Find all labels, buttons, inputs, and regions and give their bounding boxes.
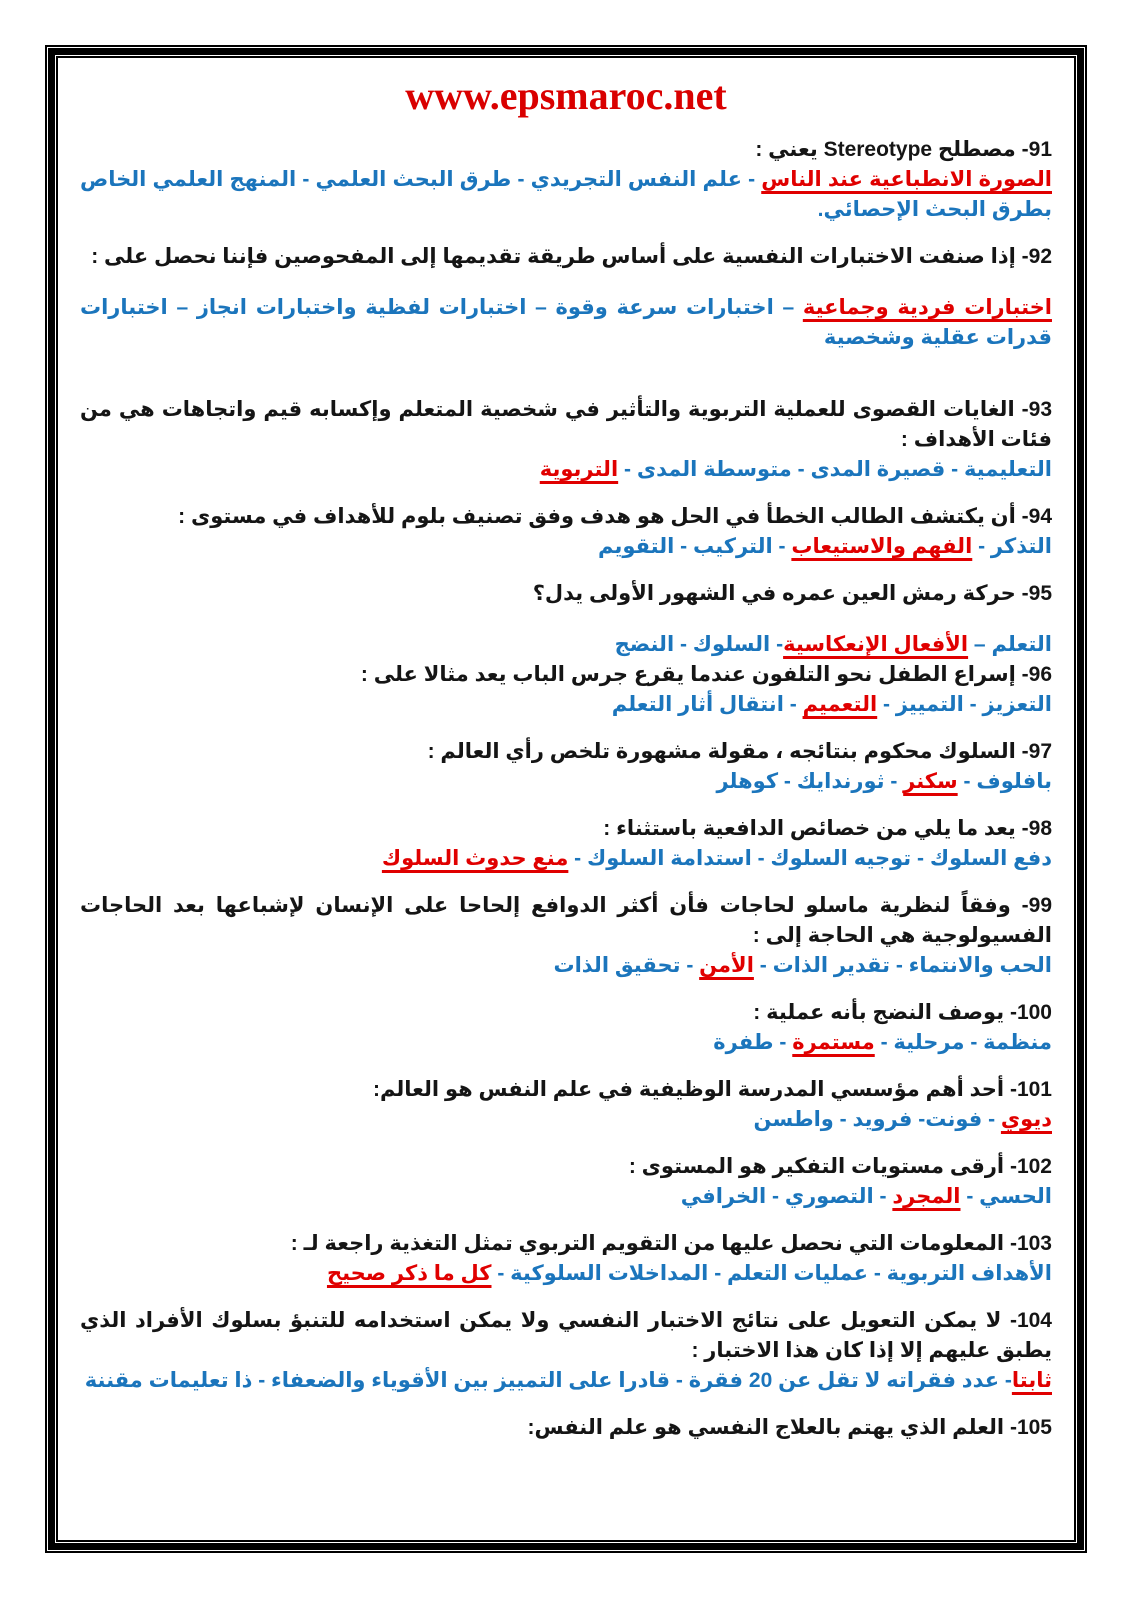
option-text: - فونت- فرويد - واطسن — [753, 1108, 1001, 1131]
answer-options — [80, 532, 1052, 562]
option-text: دفع السلوك - توجيه السلوك - استدامة السلوك - — [568, 847, 1052, 870]
option-text: - ثورندايك - كوهلر — [716, 770, 904, 793]
answer-options — [80, 951, 1052, 981]
answer-options — [80, 1366, 1052, 1396]
question-text: 97- السلوك محكوم بنتائجه ، مقولة مشهورة تلخص رأي العالم : — [427, 740, 1052, 763]
answer-options — [80, 1259, 1052, 1289]
option-text: - طفرة — [713, 1031, 793, 1054]
answer-options — [80, 767, 1052, 797]
question-text: 96- إسراع الطفل نحو التلفون عندما يقرع جرس الباب يعد مثالا على : — [360, 663, 1052, 686]
question-text: 104- لا يمكن التعويل على نتائج الاختبار النفسي ولا يمكن استخدامه للتنبؤ بسلوك الأفراد الذي يطبق عليهم إلا إذا كان هذا الاختبار : — [80, 1309, 1052, 1362]
question-block-91 — [80, 135, 1052, 225]
option-text: - التصوري - الخرافي — [680, 1185, 893, 1208]
question-text: 105- العلم الذي يهتم بالعلاج النفسي هو علم النفس: — [527, 1416, 1052, 1439]
question-block-94 — [80, 502, 1052, 562]
correct-answer-text: الصورة الانطباعية عند الناس — [761, 168, 1052, 191]
question-text: 92- إذا صنفت الاختبارات النفسية على أساس طريقة تقديمها إلى المفحوصين فإننا نحصل على : — [91, 245, 1052, 268]
correct-answer-text: الفهم والاستيعاب — [791, 535, 973, 558]
question-block-96 — [80, 660, 1052, 720]
option-text: التعليمية - قصيرة المدى - متوسطة المدى - — [618, 458, 1052, 481]
question-block-102 — [80, 1152, 1052, 1212]
correct-answer-text: اختبارات فردية وجماعية — [802, 296, 1052, 319]
answer-options — [80, 1028, 1052, 1058]
correct-answer-text: مستمرة — [792, 1031, 875, 1054]
page-border-frame-middle — [48, 48, 1084, 1550]
question-text: 100- يوصف النضج بأنه عملية : — [753, 1001, 1052, 1024]
page-border-frame-inner — [56, 56, 1076, 1542]
question-text: 99- وفقاً لنظرية ماسلو لحاجات فأن أكثر الدوافع إلحاحا على الإنسان لإشباعها بعد الحاجات الفسيولوجية هي الحاجة إلى : — [80, 894, 1052, 947]
question-block-93 — [80, 395, 1052, 485]
option-text: الأهداف التربوية - عمليات التعلم - المداخلات السلوكية - — [491, 1262, 1052, 1285]
option-text: منظمة - مرحلية - — [874, 1031, 1052, 1054]
question-block-101 — [80, 1075, 1052, 1135]
correct-answer-text: سكنر — [903, 770, 958, 793]
option-text: التعلم – — [968, 633, 1052, 656]
question-text: 91- مصطلح Stereotype يعني : — [755, 138, 1052, 161]
question-block-99 — [80, 891, 1052, 981]
answer-options — [80, 293, 1052, 353]
correct-answer-text: المجرد — [892, 1185, 961, 1208]
correct-answer-text: الأفعال الإنعكاسية — [783, 633, 969, 656]
correct-answer-text: التعميم — [802, 693, 878, 716]
answer-options — [80, 455, 1052, 485]
answer-options — [80, 690, 1052, 720]
option-text: - عدد فقراته لا تقل عن 20 فقرة - قادرا على التمييز بين الأقوياء والضعفاء - ذا تعليمات مقننة — [84, 1369, 1012, 1392]
question-block-105 — [80, 1413, 1052, 1443]
question-block-92 — [80, 242, 1052, 353]
document-content — [58, 58, 1074, 1540]
correct-answer-text: ديوي — [1000, 1108, 1052, 1131]
option-text: الحب والانتماء - تقدير الذات - — [753, 954, 1052, 977]
question-text: 94- أن يكتشف الطالب الخطأ في الحل هو هدف وفق تصنيف بلوم للأهداف في مستوى : — [178, 505, 1052, 528]
option-text: – اختبارات سرعة وقوة – اختبارات لفظية واختبارات انجاز – اختبارات قدرات عقلية وشخصية — [80, 296, 1052, 349]
question-block-95 — [80, 579, 1052, 660]
question-text: 93- الغايات القصوى للعملية التربوية والتأثير في شخصية المتعلم وإكسابه قيم واتجاهات هي من فئات الأهداف : — [80, 398, 1052, 451]
page-border-frame — [45, 45, 1087, 1553]
answer-options — [80, 844, 1052, 874]
option-text: التعزيز - التمييز - — [877, 693, 1052, 716]
question-text: 95- حركة رمش العين عمره في الشهور الأولى يدل؟ — [532, 582, 1052, 605]
answer-options — [80, 165, 1052, 225]
question-text: 98- يعد ما يلي من خصائص الدافعية باستثناء : — [603, 817, 1052, 840]
answer-options — [80, 630, 1052, 660]
site-url-header: www.epsmaroc.net — [405, 73, 727, 118]
question-block-98 — [80, 814, 1052, 874]
option-text: الحسي - — [960, 1185, 1052, 1208]
correct-answer-text: كل ما ذكر صحيح — [326, 1262, 492, 1285]
option-text: - السلوك - النضج — [614, 633, 784, 656]
question-block-97 — [80, 737, 1052, 797]
answer-options — [80, 1105, 1052, 1135]
question-block-100 — [80, 998, 1052, 1058]
answer-options — [80, 1182, 1052, 1212]
option-text: بافلوف - — [957, 770, 1052, 793]
question-block-104 — [80, 1306, 1052, 1396]
option-text: - علم النفس التجريدي - طرق البحث العلمي - المنهج العلمي الخاص بطرق البحث الإحصائي. — [80, 168, 1052, 221]
option-text: - انتقال أثار التعلم — [611, 693, 803, 716]
correct-answer-text: التربوية — [539, 458, 619, 481]
correct-answer-text: منع حدوث السلوك — [381, 847, 569, 870]
question-text: 103- المعلومات التي نحصل عليها من التقويم التربوي تمثل التغذية راجعة لـ : — [290, 1232, 1052, 1255]
option-text: - التركيب - التقويم — [598, 535, 792, 558]
question-text: 102- أرقى مستويات التفكير هو المستوى : — [628, 1155, 1052, 1178]
option-text: التذكر - — [972, 535, 1052, 558]
correct-answer-text: ثابتا — [1011, 1369, 1052, 1392]
question-block-103 — [80, 1229, 1052, 1289]
correct-answer-text: الأمن — [699, 954, 754, 977]
option-text: - تحقيق الذات — [553, 954, 700, 977]
question-text: 101- أحد أهم مؤسسي المدرسة الوظيفية في علم النفس هو العالم: — [372, 1078, 1052, 1101]
